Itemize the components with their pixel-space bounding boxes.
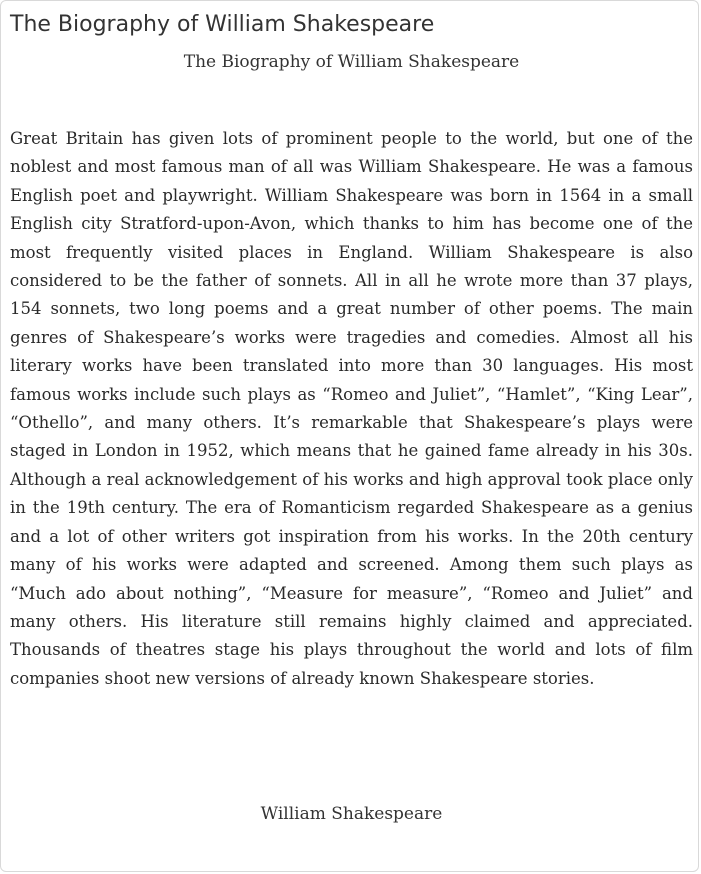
document-signature: William Shakespeare	[260, 804, 443, 824]
page-title: The Biography of William Shakespeare	[10, 12, 435, 37]
document-subtitle: The Biography of William Shakespeare	[183, 52, 520, 72]
document-body: Great Britain has given lots of prominent people to the world, but one of the noblest and most famous man of all was William Shakespeare. He was a famous English poet and playwright. William Shakespeare was born in 1564 in a small English city Stratford-upon-Avon, which thanks to him has become one of the most frequently visited places in England. William Shakespeare is also considered to be the father of sonnets. All in all he wrote more than 37 plays, 154 sonnets, two long poems and a great number of other poems. The main genres of Shakespeare’s works were tragedies and comedies. Almost all his literary works have been translated into more than 30 languages. His most famous works include such plays as “Romeo and Juliet”, “Hamlet”, “King Lear”, “Othello”, and many others. It’s remarkable that Shakespeare’s plays were staged in London in 1952, which means that he gained fame already in his 30s. Although a real acknowledgement of his works and high approval took place only in the 19th century. The era of Romanticism regarded Shakespeare as a genius and a lot of other writers got inspiration from his works. In the 20th century many of his works were adapted and screened. Among them such plays as “Much ado about nothing”, “Measure for measure”, “Romeo and Juliet” and many others. His literature still remains highly claimed and appreciated. Thousands of theatres stage his plays throughout the world and lots of film companies shoot new versions of already known Shakespeare stories.	[10, 129, 693, 688]
